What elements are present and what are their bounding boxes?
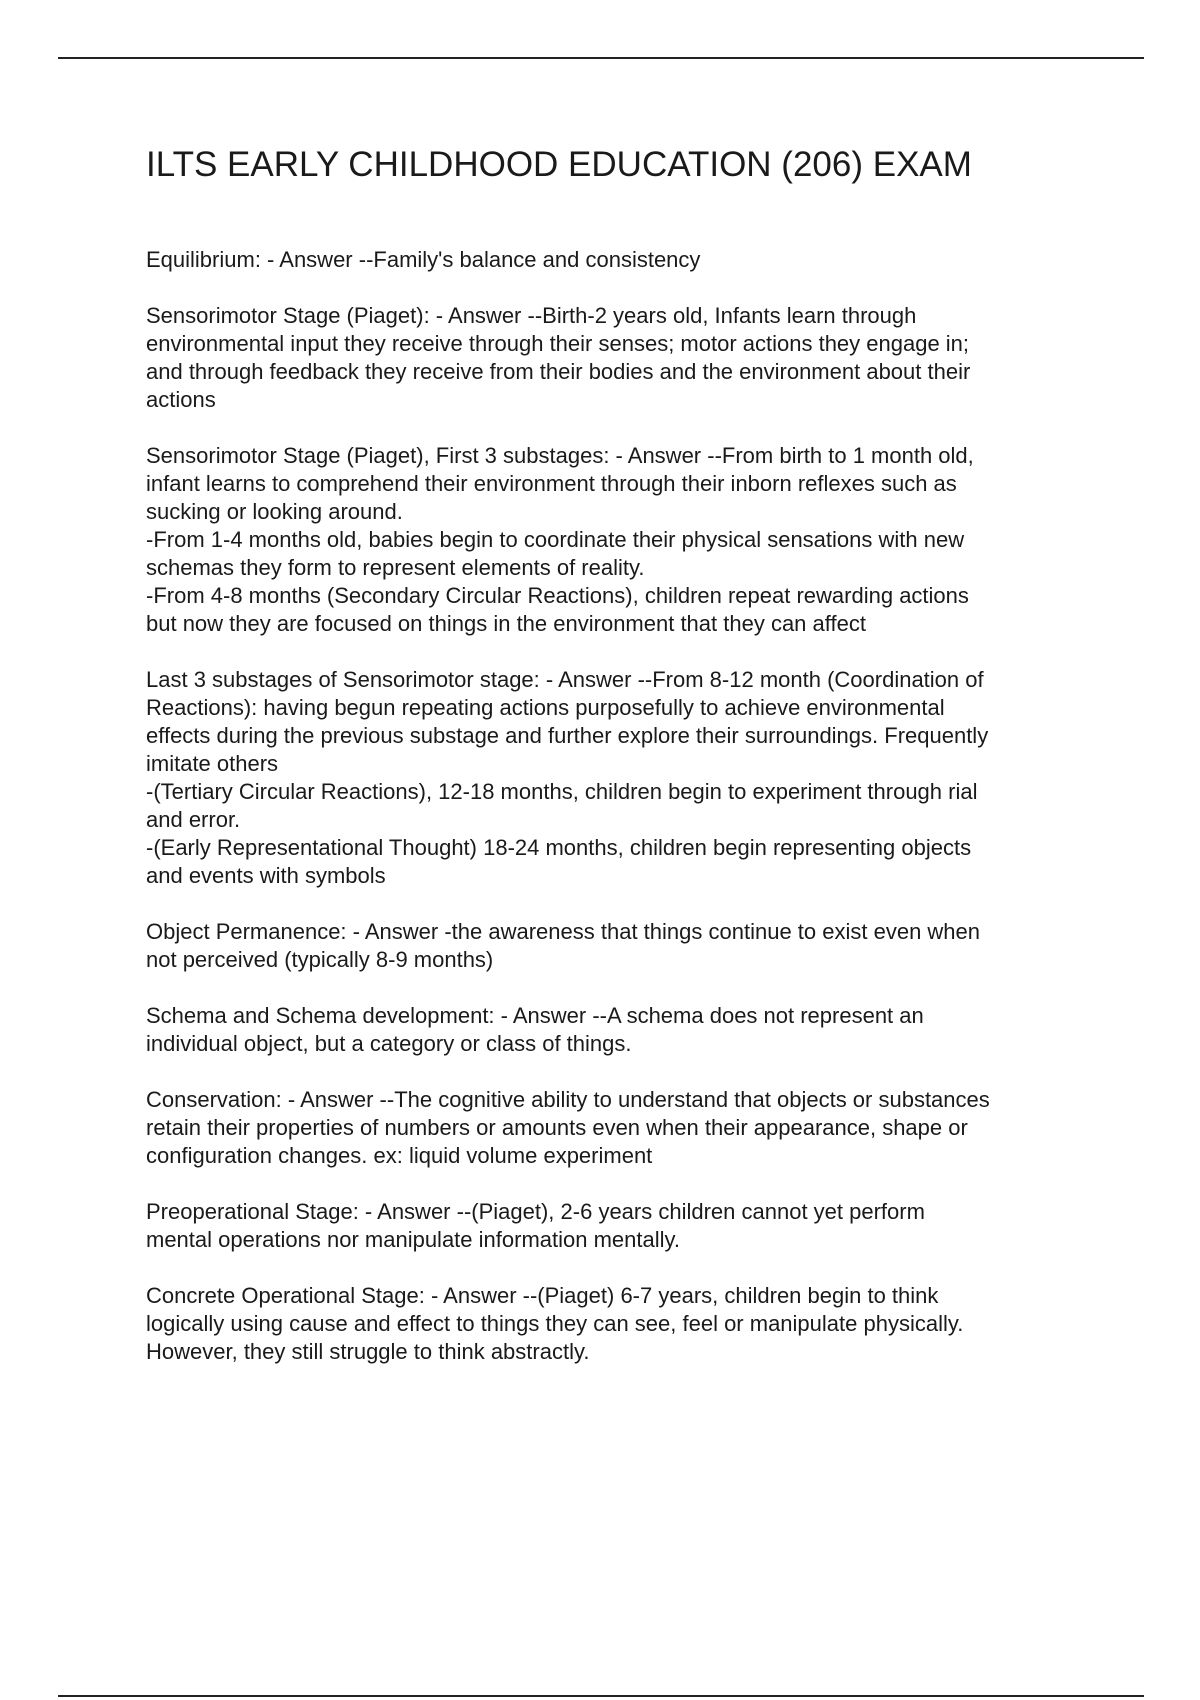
entry-line: but now they are focused on things in the environment that they can affect <box>146 611 866 636</box>
entry-line: effects during the previous substage and further explore their surroundings. Frequently <box>146 723 989 748</box>
entry-line: Preoperational Stage: - Answer --(Piaget), 2-6 years children cannot yet perform <box>146 1199 925 1224</box>
top-rule <box>58 57 1144 59</box>
entry-line: schemas they form to represent elements of reality. <box>146 555 645 580</box>
entry-line: Schema and Schema development: - Answer --A schema does not represent an <box>146 1003 924 1028</box>
qa-entry <box>146 666 1101 890</box>
qa-entry <box>146 1282 1101 1366</box>
entry-line: not perceived (typically 8-9 months) <box>146 947 494 972</box>
entry-line: logically using cause and effect to things they can see, feel or manipulate physically. <box>146 1311 964 1336</box>
entry-line: and error. <box>146 807 241 832</box>
entry-line: -From 4-8 months (Secondary Circular Reactions), children repeat rewarding actions <box>146 583 969 608</box>
entry-line: Equilibrium: - Answer --Family's balance and consistency <box>146 247 701 272</box>
qa-entry <box>146 1002 1101 1058</box>
document-title: ILTS EARLY CHILDHOOD EDUCATION (206) EXAM <box>146 145 972 184</box>
entry-line: Last 3 substages of Sensorimotor stage: - Answer --From 8-12 month (Coordination of <box>146 667 984 692</box>
qa-entry <box>146 442 1101 638</box>
entry-line: individual object, but a category or class of things. <box>146 1031 632 1056</box>
entry-line: Conservation: - Answer --The cognitive ability to understand that objects or substances <box>146 1087 990 1112</box>
qa-entry <box>146 246 1101 274</box>
entry-line: -From 1-4 months old, babies begin to coordinate their physical sensations with new <box>146 527 965 552</box>
entry-line: actions <box>146 387 216 412</box>
entry-line: Object Permanence: - Answer -the awareness that things continue to exist even when <box>146 919 981 944</box>
entry-line: Reactions): having begun repeating actions purposefully to achieve environmental <box>146 695 945 720</box>
entry-line: imitate others <box>146 751 279 776</box>
document-body <box>146 140 1101 1394</box>
entry-line: -(Tertiary Circular Reactions), 12-18 months, children begin to experiment through rial <box>146 779 978 804</box>
entry-line: and through feedback they receive from their bodies and the environment about their <box>146 359 971 384</box>
entry-line: mental operations nor manipulate information mentally. <box>146 1227 680 1252</box>
qa-entry <box>146 1198 1101 1254</box>
entry-line: Sensorimotor Stage (Piaget): - Answer --Birth-2 years old, Infants learn through <box>146 303 917 328</box>
entry-line: and events with symbols <box>146 863 386 888</box>
entry-line: retain their properties of numbers or amounts even when their appearance, shape or <box>146 1115 968 1140</box>
entry-line: However, they still struggle to think abstractly. <box>146 1339 590 1364</box>
entry-line: Sensorimotor Stage (Piaget), First 3 substages: - Answer --From birth to 1 month old, <box>146 443 974 468</box>
qa-entry <box>146 1086 1101 1170</box>
qa-entry <box>146 918 1101 974</box>
entry-line: environmental input they receive through their senses; motor actions they engage in; <box>146 331 970 356</box>
bottom-rule <box>58 1695 1144 1697</box>
entry-line: infant learns to comprehend their environment through their inborn reflexes such as <box>146 471 957 496</box>
entry-line: -(Early Representational Thought) 18-24 months, children begin representing objects <box>146 835 972 860</box>
entry-line: configuration changes. ex: liquid volume experiment <box>146 1143 653 1168</box>
entry-line: Concrete Operational Stage: - Answer --(Piaget) 6-7 years, children begin to think <box>146 1283 939 1308</box>
entry-line: sucking or looking around. <box>146 499 403 524</box>
qa-entry <box>146 302 1101 414</box>
entry-list <box>146 246 1101 1366</box>
